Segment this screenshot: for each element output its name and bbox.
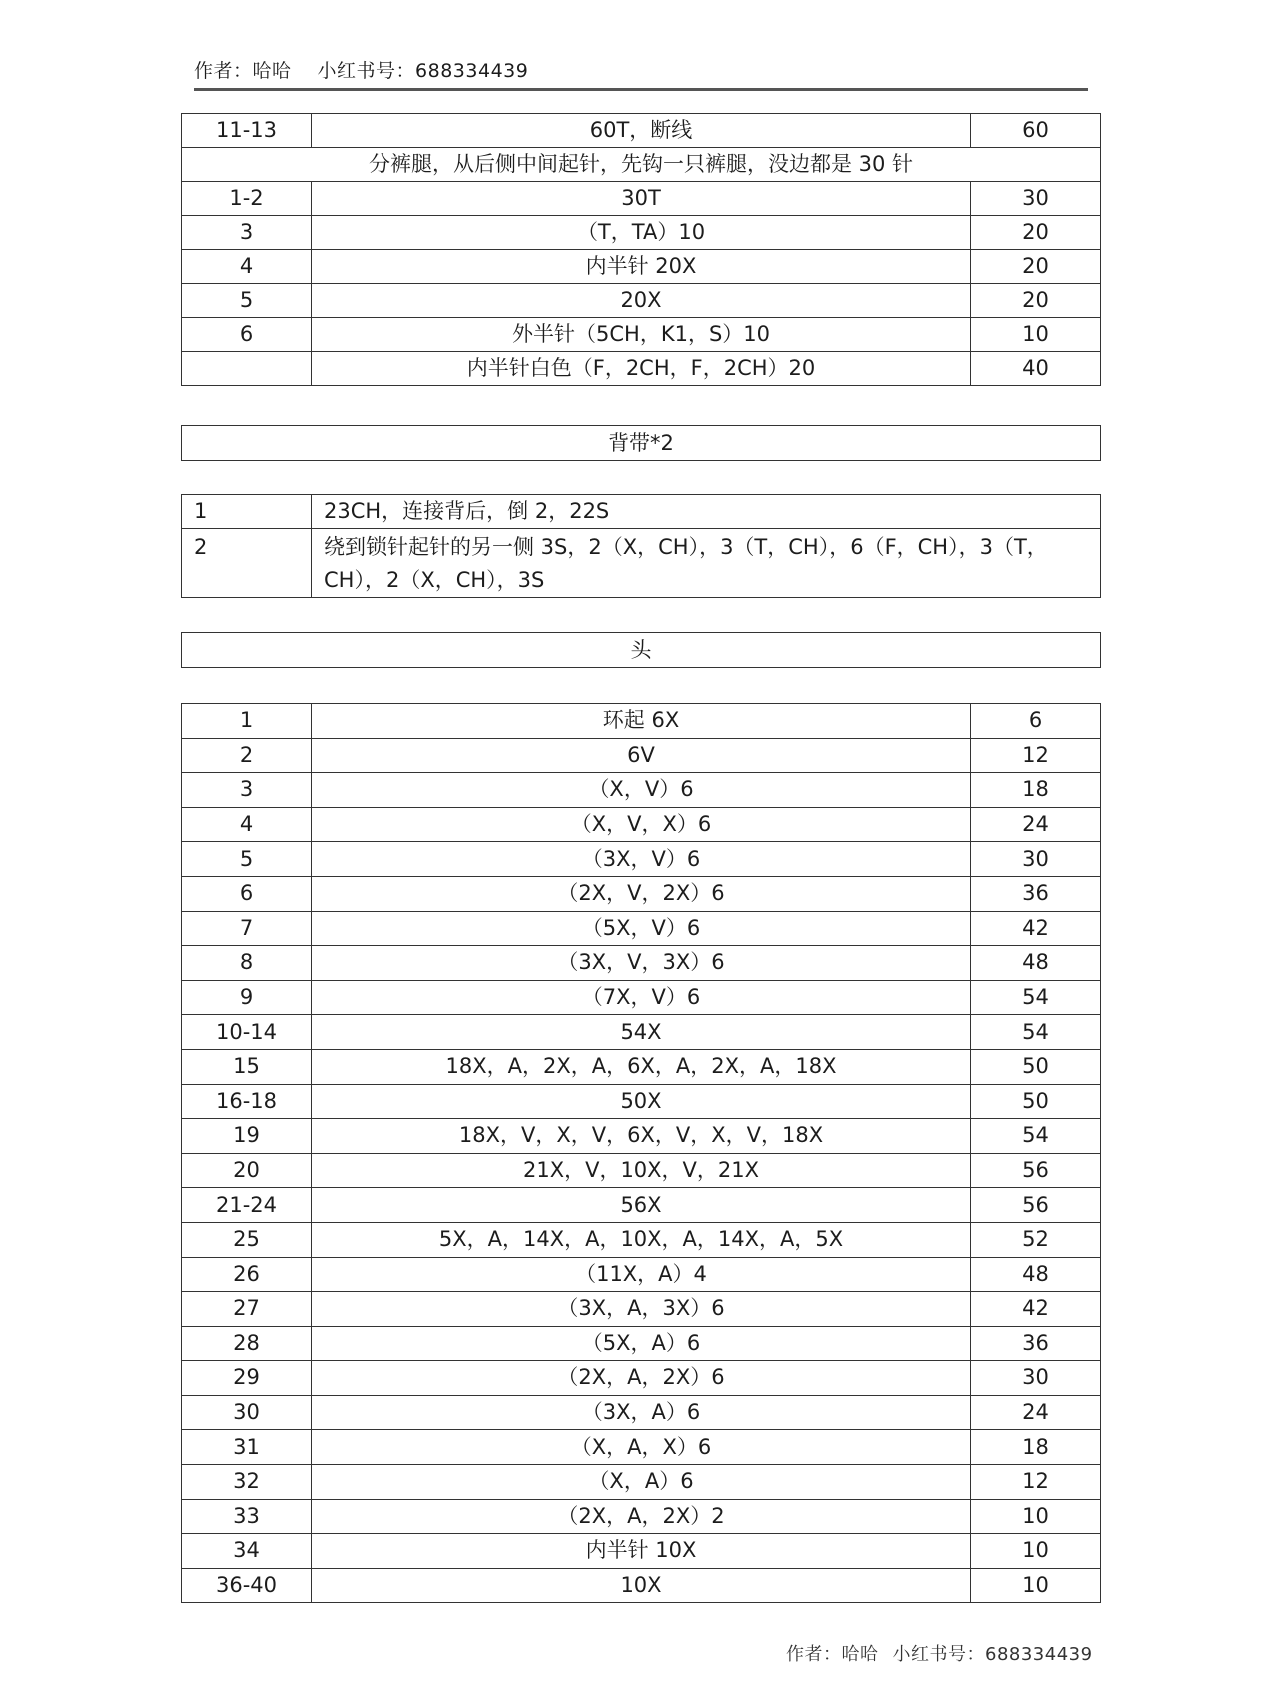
author-label: 作者： (194, 60, 253, 82)
row-instruction: （2X，V，2X）6 (312, 876, 971, 911)
row-instruction: （2X，A，2X）2 (312, 1499, 971, 1534)
row-number: 5 (182, 284, 312, 318)
row-number: 5 (182, 842, 312, 877)
row-number: 29 (182, 1361, 312, 1396)
row-number: 32 (182, 1465, 312, 1500)
row-instruction: 绕到锁针起针的另一侧 3S，2（X，CH），3（T，CH），6（F，CH），3（T，CH），2（X，CH），3S (312, 529, 1101, 598)
row-number: 4 (182, 250, 312, 284)
row-number: 6 (182, 876, 312, 911)
strap-table (181, 494, 1101, 598)
row-number: 27 (182, 1292, 312, 1327)
stitch-count: 20 (971, 250, 1101, 284)
stitch-count: 12 (971, 738, 1101, 773)
table-row (182, 980, 1101, 1015)
table-row (182, 876, 1101, 911)
stitch-count: 30 (971, 182, 1101, 216)
table-row (182, 1361, 1101, 1396)
id-label: 小红书号： (317, 60, 416, 82)
row-instruction: 30T (312, 182, 971, 216)
row-number: 11-13 (182, 114, 312, 148)
row-instruction: （X，V）6 (312, 773, 971, 808)
footer-author-label: 作者： (786, 1644, 842, 1665)
head-table (181, 703, 1101, 1603)
row-instruction: 6V (312, 738, 971, 773)
table-row (182, 1326, 1101, 1361)
table-row (182, 216, 1101, 250)
stitch-count: 56 (971, 1188, 1101, 1223)
row-instruction: （X，A，X）6 (312, 1430, 971, 1465)
table-row (182, 1188, 1101, 1223)
row-number: 25 (182, 1222, 312, 1257)
table-row (182, 495, 1101, 529)
stitch-count: 60 (971, 114, 1101, 148)
row-instruction: 54X (312, 1015, 971, 1050)
row-number: 28 (182, 1326, 312, 1361)
head-section-title: 头 (181, 632, 1101, 668)
table-row (182, 807, 1101, 842)
table-row (182, 738, 1101, 773)
stitch-count: 54 (971, 1119, 1101, 1154)
stitch-count: 10 (971, 1534, 1101, 1569)
table-row (182, 1049, 1101, 1084)
row-instruction: （7X，V）6 (312, 980, 971, 1015)
stitch-count: 24 (971, 807, 1101, 842)
table-row (182, 1119, 1101, 1154)
row-number: 26 (182, 1257, 312, 1292)
section-note: 分裤腿，从后侧中间起针，先钩一只裤腿，没边都是 30 针 (182, 148, 1101, 182)
legs-table (181, 113, 1101, 386)
stitch-count: 30 (971, 842, 1101, 877)
row-instruction: 56X (312, 1188, 971, 1223)
stitch-count: 48 (971, 1257, 1101, 1292)
table-row (182, 182, 1101, 216)
row-instruction: 外半针（5CH，K1，S）10 (312, 318, 971, 352)
row-number: 3 (182, 216, 312, 250)
row-number (182, 352, 312, 386)
row-number: 6 (182, 318, 312, 352)
row-number: 3 (182, 773, 312, 808)
stitch-count: 10 (971, 1568, 1101, 1603)
row-number: 8 (182, 946, 312, 981)
table-row (182, 842, 1101, 877)
stitch-count: 42 (971, 911, 1101, 946)
stitch-count: 36 (971, 876, 1101, 911)
footer-id-label: 小红书号： (892, 1644, 985, 1665)
table-row (182, 1395, 1101, 1430)
row-instruction: 内半针白色（F，2CH，F，2CH）20 (312, 352, 971, 386)
row-number: 15 (182, 1049, 312, 1084)
row-number: 16-18 (182, 1084, 312, 1119)
stitch-count: 10 (971, 1499, 1101, 1534)
row-instruction: 60T，断线 (312, 114, 971, 148)
row-number: 34 (182, 1534, 312, 1569)
stitch-count: 18 (971, 1430, 1101, 1465)
row-number: 21-24 (182, 1188, 312, 1223)
stitch-count: 20 (971, 216, 1101, 250)
table-row (182, 1499, 1101, 1534)
page-footer (786, 1640, 1093, 1666)
row-instruction: （11X，A）4 (312, 1257, 971, 1292)
account-id: 688334439 (415, 60, 529, 82)
row-number: 33 (182, 1499, 312, 1534)
footer-author-name: 哈哈 (841, 1644, 879, 1665)
stitch-count: 36 (971, 1326, 1101, 1361)
table-row (182, 1568, 1101, 1603)
row-number: 1-2 (182, 182, 312, 216)
row-instruction: 环起 6X (312, 704, 971, 739)
table-row (182, 1534, 1101, 1569)
row-number: 4 (182, 807, 312, 842)
row-instruction: （3X，A）6 (312, 1395, 971, 1430)
row-number: 20 (182, 1153, 312, 1188)
row-number: 2 (182, 529, 312, 598)
table-row (182, 946, 1101, 981)
row-number: 36-40 (182, 1568, 312, 1603)
table-row (182, 1430, 1101, 1465)
row-instruction: （3X，V）6 (312, 842, 971, 877)
strap-section-title: 背带*2 (181, 425, 1101, 461)
table-row (182, 773, 1101, 808)
row-number: 9 (182, 980, 312, 1015)
row-instruction: （X，V，X）6 (312, 807, 971, 842)
row-number: 19 (182, 1119, 312, 1154)
stitch-count: 12 (971, 1465, 1101, 1500)
row-instruction: （3X，V，3X）6 (312, 946, 971, 981)
row-instruction: 18X，V，X，V，6X，V，X，V，18X (312, 1119, 971, 1154)
header-divider (194, 88, 1088, 91)
stitch-count: 50 (971, 1049, 1101, 1084)
stitch-count: 24 (971, 1395, 1101, 1430)
footer-account-id: 688334439 (985, 1644, 1093, 1665)
stitch-count: 54 (971, 980, 1101, 1015)
table-row (182, 318, 1101, 352)
table-row (182, 1222, 1101, 1257)
table-row (182, 1084, 1101, 1119)
row-instruction: 内半针 20X (312, 250, 971, 284)
row-instruction: （5X，V）6 (312, 911, 971, 946)
table-row (182, 1465, 1101, 1500)
table-row (182, 114, 1101, 148)
row-instruction: 23CH，连接背后，倒 2，22S (312, 495, 1101, 529)
table-row (182, 148, 1101, 182)
table-row (182, 911, 1101, 946)
row-instruction: （T，TA）10 (312, 216, 971, 250)
table-row (182, 1153, 1101, 1188)
row-number: 30 (182, 1395, 312, 1430)
table-row (182, 1015, 1101, 1050)
row-instruction: 5X，A，14X，A，10X，A，14X，A，5X (312, 1222, 971, 1257)
row-instruction: 50X (312, 1084, 971, 1119)
row-instruction: 21X，V，10X，V，21X (312, 1153, 971, 1188)
stitch-count: 30 (971, 1361, 1101, 1396)
table-row (182, 250, 1101, 284)
row-number: 7 (182, 911, 312, 946)
row-instruction: 18X，A，2X，A，6X，A，2X，A，18X (312, 1049, 971, 1084)
table-row (182, 1257, 1101, 1292)
table-row (182, 352, 1101, 386)
author-name: 哈哈 (252, 60, 292, 82)
row-instruction: （2X，A，2X）6 (312, 1361, 971, 1396)
row-instruction: 内半针 10X (312, 1534, 971, 1569)
stitch-count: 10 (971, 318, 1101, 352)
stitch-count: 50 (971, 1084, 1101, 1119)
row-number: 2 (182, 738, 312, 773)
stitch-count: 56 (971, 1153, 1101, 1188)
stitch-count: 42 (971, 1292, 1101, 1327)
table-row (182, 529, 1101, 598)
row-number: 1 (182, 704, 312, 739)
stitch-count: 52 (971, 1222, 1101, 1257)
row-number: 1 (182, 495, 312, 529)
row-instruction: 20X (312, 284, 971, 318)
stitch-count: 20 (971, 284, 1101, 318)
row-instruction: （3X，A，3X）6 (312, 1292, 971, 1327)
stitch-count: 48 (971, 946, 1101, 981)
row-instruction: （X，A）6 (312, 1465, 971, 1500)
stitch-count: 54 (971, 1015, 1101, 1050)
stitch-count: 40 (971, 352, 1101, 386)
row-number: 31 (182, 1430, 312, 1465)
table-row (182, 284, 1101, 318)
page-header (194, 56, 528, 83)
stitch-count: 6 (971, 704, 1101, 739)
table-row (182, 1292, 1101, 1327)
row-number: 10-14 (182, 1015, 312, 1050)
row-instruction: （5X，A）6 (312, 1326, 971, 1361)
stitch-count: 18 (971, 773, 1101, 808)
row-instruction: 10X (312, 1568, 971, 1603)
table-row (182, 704, 1101, 739)
